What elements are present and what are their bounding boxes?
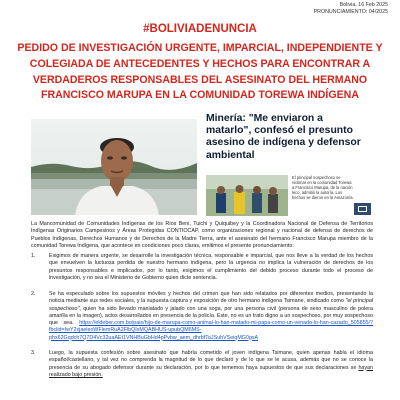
news-photo <box>206 175 288 216</box>
item-number: 1. <box>31 253 36 259</box>
intro-paragraph: La Mancomunidad de Comunidades Indígenas de los Ríos Beni, Tuichi y Quiquibey y la Coordinadora Nacional de Defensa de Territorios Indígenas Originarios Campesinos y Áreas Protegidas CONTIOCAP, como organizaciones regional y nacional de defensa de derechos de Pueblos Indígenas, Derechos Humanos y de Derechos de la Madre Tierra, ante el asesinato del hermano Francisco Marupa miembro de la comunidad Torewa Indígena, que acontece en condiciones poco claras, emitimos el presente pronunciamiento: <box>31 221 373 249</box>
item-text <box>49 291 373 342</box>
item-text <box>49 350 373 379</box>
news-title: Minería: "Me enviaron a matarlo", confesó el presunto asesino de indígena y defensor ambiental <box>206 113 361 161</box>
news-photo-illustration <box>206 175 288 216</box>
statement-date: Bolivia, 16 Feb 2025 <box>339 2 388 8</box>
list-item <box>31 291 373 348</box>
item-text-part: Luego, la supuesta confesión sobre asesinato que habría cometido el joven indígena Tsimane, quien apenas habla el idioma español/castellano, y tal vez no comprenda la magnitud de lo que declaró y de lo que se le acusa, además que no se conoce la presencia de su abogado defensor durante su declaración, por lo que tememos haya supuestos de que sus declaraciones se <box>49 350 373 371</box>
document-meta <box>314 2 388 16</box>
news-clipping <box>202 111 372 218</box>
news-logo-icon <box>354 203 371 215</box>
item-text-part: hayan realizado bajo presión. <box>49 364 373 378</box>
item-number: 2. <box>31 291 36 297</box>
item-text-part: Se ha especulado sobre los supuestos móviles y hechos del crimen que han sido relatados por diferentes medios, presentando la noticia mediante sus redes sociales, y la supuesta captura y exposición de otro hermano indígena Tsimane, sindicado como <box>49 291 373 305</box>
item-number: 3. <box>31 350 36 356</box>
statement-number: PRONUNCIAMIENTO: 04/2025 <box>313 9 388 15</box>
demands-list <box>31 253 373 378</box>
headline: PEDIDO DE INVESTIGACIÓN URGENTE, IMPARCIAL, INDEPENDIENTE Y COLEGIADA DE ANTECEDENTES Y HECHOS PARA ENCONTRAR A VERDADEROS RESPONSABLES DEL ASESINATO DEL HERMANO FRANCISCO MARUPA EN LA COMUNIDAD TOREWA INDÍGENA <box>17 42 383 102</box>
source-link[interactable]: https://eldeber.com.bo/pais/hijo-de-marupa-como-animal-lo-han-matado-mi-papa-como-un-venado-lo-han-cazado_505855/?fbclid=IwY2xjaeleoWFlemRuA2FlbQIxMQABHUS-upubQM6MS-phx62Gqdch7Q7D4Vc32uaAEt1VNHBuGbHd4pPvbw_aem_dhrbfTaJSubVSeiqMG0gsA <box>49 320 373 341</box>
portrait-illustration <box>31 119 197 215</box>
list-item <box>31 350 373 378</box>
news-caption: El principal sospechoso se victimar en la comunidad Torewa a Francisco Marupa, de la nación leco, admitió la autoría. Los hechos se dieron en la Amazonía. <box>292 175 354 200</box>
hashtag: #BOLIVIADENUNCIA <box>143 23 257 35</box>
item-text: Exigimos de manera urgente, se desarrolle la investigación técnica, responsable e imparcial, que nos lleve a la verdad de los hechos que envuelven la luctuosa perdida de nuestro hermano indígena, pero la urgencia no implica la vulneración de derechos de los presuntos responsables e implicados, por lo tanto, exigimos el cumplimiento del debido proceso durante todo el proceso de investigación, y no sea el Ministerio de Gobierno quien dicte sentencia. <box>49 253 373 281</box>
list-item <box>31 253 373 289</box>
suspect-quote: "el principal sospechoso" <box>49 298 373 312</box>
portrait-photo <box>31 119 197 215</box>
item-text-part: , quien ha sido llevado maniatado y jalado con una soga, por una persona civil (persona de sexo masculino de polera amarilla en la imagen), actos desarrollados en presencia de la policía. Este, no es un trato digno a un sospechoso, por muy sospechoso que sea. <box>49 305 373 326</box>
